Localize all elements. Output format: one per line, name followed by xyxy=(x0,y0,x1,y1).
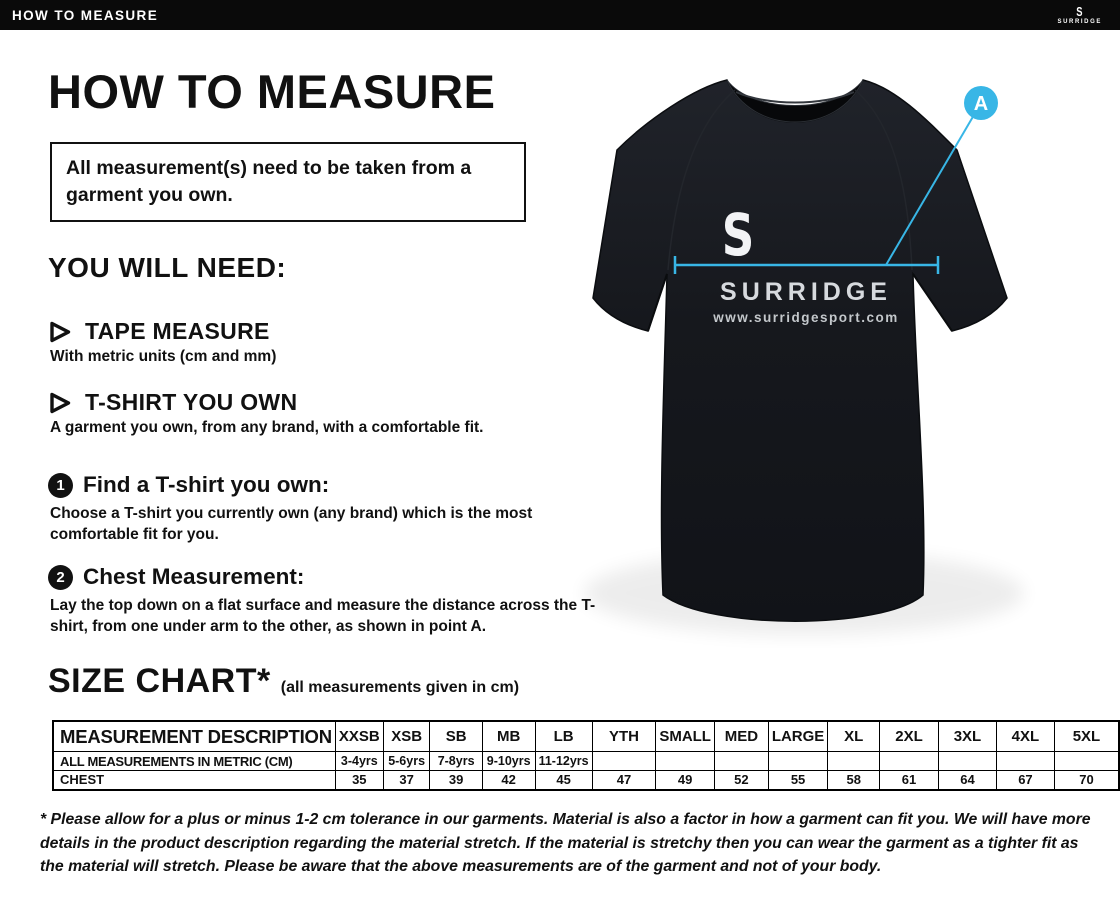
tshirt-body xyxy=(593,80,1007,621)
size-chart-cell xyxy=(996,752,1054,771)
size-chart-column-header: 3XL xyxy=(938,721,996,752)
size-chart-table xyxy=(52,720,1120,791)
step-title: Find a T-shirt you own: xyxy=(83,472,330,497)
size-chart-cell xyxy=(1054,752,1119,771)
size-chart-column-header: LB xyxy=(535,721,592,752)
point-a-label: A xyxy=(973,93,989,115)
size-chart-cell: 39 xyxy=(430,771,482,790)
shirt-brand-text: SURRIDGE xyxy=(720,278,892,306)
size-chart-cell: 55 xyxy=(768,771,828,790)
shirt-chest-logo: S xyxy=(721,202,755,270)
size-chart-cell: CHEST xyxy=(53,771,335,790)
size-chart-cell: 67 xyxy=(996,771,1054,790)
size-chart-column-header: XXSB xyxy=(335,721,383,752)
step-title: Chest Measurement: xyxy=(83,564,305,589)
need-item-tape-measure xyxy=(48,318,276,366)
size-chart-column-header: LARGE xyxy=(768,721,828,752)
size-chart-cell: 52 xyxy=(714,771,768,790)
size-chart-cell: 9-10yrs xyxy=(482,752,535,771)
size-chart-cell xyxy=(714,752,768,771)
surridge-logo-text: SURRIDGE xyxy=(1057,19,1102,25)
size-chart-cell: 64 xyxy=(938,771,996,790)
need-item-title: TAPE MEASURE xyxy=(85,318,270,344)
size-chart-heading xyxy=(48,662,519,701)
you-will-need-heading: YOU WILL NEED: xyxy=(48,252,287,283)
size-chart-cell xyxy=(592,752,656,771)
need-item-description: A garment you own, from any brand, with a comfortable fit. xyxy=(50,419,484,436)
size-chart-cell: 7-8yrs xyxy=(430,752,482,771)
notice-box xyxy=(50,142,526,222)
top-bar xyxy=(0,0,1120,30)
size-chart-cell: 37 xyxy=(383,771,430,790)
size-chart-cell: 49 xyxy=(656,771,715,790)
size-chart-column-header: MEASUREMENT DESCRIPTION xyxy=(53,721,335,752)
size-chart-column-header: XSB xyxy=(383,721,430,752)
size-chart-cell: 47 xyxy=(592,771,656,790)
step-number-badge: 2 xyxy=(48,565,73,590)
step-2 xyxy=(48,564,596,638)
size-chart-column-header: MB xyxy=(482,721,535,752)
step-1 xyxy=(48,472,580,546)
need-item-description: With metric units (cm and mm) xyxy=(50,348,277,365)
page-title: HOW TO MEASURE xyxy=(48,65,496,118)
size-chart-cell xyxy=(828,752,880,771)
size-chart-cell: 70 xyxy=(1054,771,1119,790)
size-chart-column-header: 2XL xyxy=(880,721,939,752)
size-chart-column-header: MED xyxy=(714,721,768,752)
size-chart-title: SIZE CHART* xyxy=(48,662,271,700)
footnote: * Please allow for a plus or minus 1-2 cm tolerance in our garments. Material is also a factor in how a garment can fit you. We will have more details in the product description regarding the material stretch. If the material is stretchy then you can wear the garment as a tighter fit as the material will stretch. Please be aware that the above measurements are of the garment and not of your body. xyxy=(40,811,1091,876)
size-chart-cell: 45 xyxy=(535,771,592,790)
size-chart-row xyxy=(53,771,1119,790)
size-chart-row xyxy=(53,752,1119,771)
size-chart-cell xyxy=(768,752,828,771)
size-chart-cell: 35 xyxy=(335,771,383,790)
size-chart-column-header: XL xyxy=(828,721,880,752)
size-chart-cell: 42 xyxy=(482,771,535,790)
step-description: Choose a T-shirt you currently own (any brand) which is the most comfortable fit for you. xyxy=(50,505,533,543)
surridge-logo-icon: S xyxy=(1076,4,1083,19)
size-chart-cell: 5-6yrs xyxy=(383,752,430,771)
size-chart-column-header: 5XL xyxy=(1054,721,1119,752)
size-chart-column-header: YTH xyxy=(592,721,656,752)
surridge-logo xyxy=(1058,5,1102,25)
size-chart-column-header: SMALL xyxy=(656,721,715,752)
size-chart-cell: 11-12yrs xyxy=(535,752,592,771)
size-chart-cell: 58 xyxy=(828,771,880,790)
play-triangle-icon xyxy=(48,391,72,415)
tshirt-illustration xyxy=(552,48,1062,648)
size-chart-cell: 3-4yrs xyxy=(335,752,383,771)
size-chart-cell xyxy=(656,752,715,771)
need-item-tshirt xyxy=(48,389,483,437)
size-chart-cell: ALL MEASUREMENTS IN METRIC (CM) xyxy=(53,752,335,771)
size-chart-subtitle: (all measurements given in cm) xyxy=(280,679,520,696)
notice-text: All measurement(s) need to be taken from a garment you own. xyxy=(66,157,472,206)
step-description: Lay the top down on a flat surface and measure the distance across the T-shirt, from one under arm to the other, as shown in point A. xyxy=(50,597,596,635)
play-triangle-icon xyxy=(48,320,72,344)
top-bar-title: HOW TO MEASURE xyxy=(12,7,159,23)
size-chart-cell: 61 xyxy=(880,771,939,790)
size-chart-column-header: SB xyxy=(430,721,482,752)
size-chart-cell xyxy=(880,752,939,771)
step-number-badge: 1 xyxy=(48,473,73,498)
size-chart-cell xyxy=(938,752,996,771)
shirt-url-text: www.surridgesport.com xyxy=(713,310,899,325)
need-item-title: T-SHIRT YOU OWN xyxy=(85,389,298,415)
size-chart-column-header: 4XL xyxy=(996,721,1054,752)
